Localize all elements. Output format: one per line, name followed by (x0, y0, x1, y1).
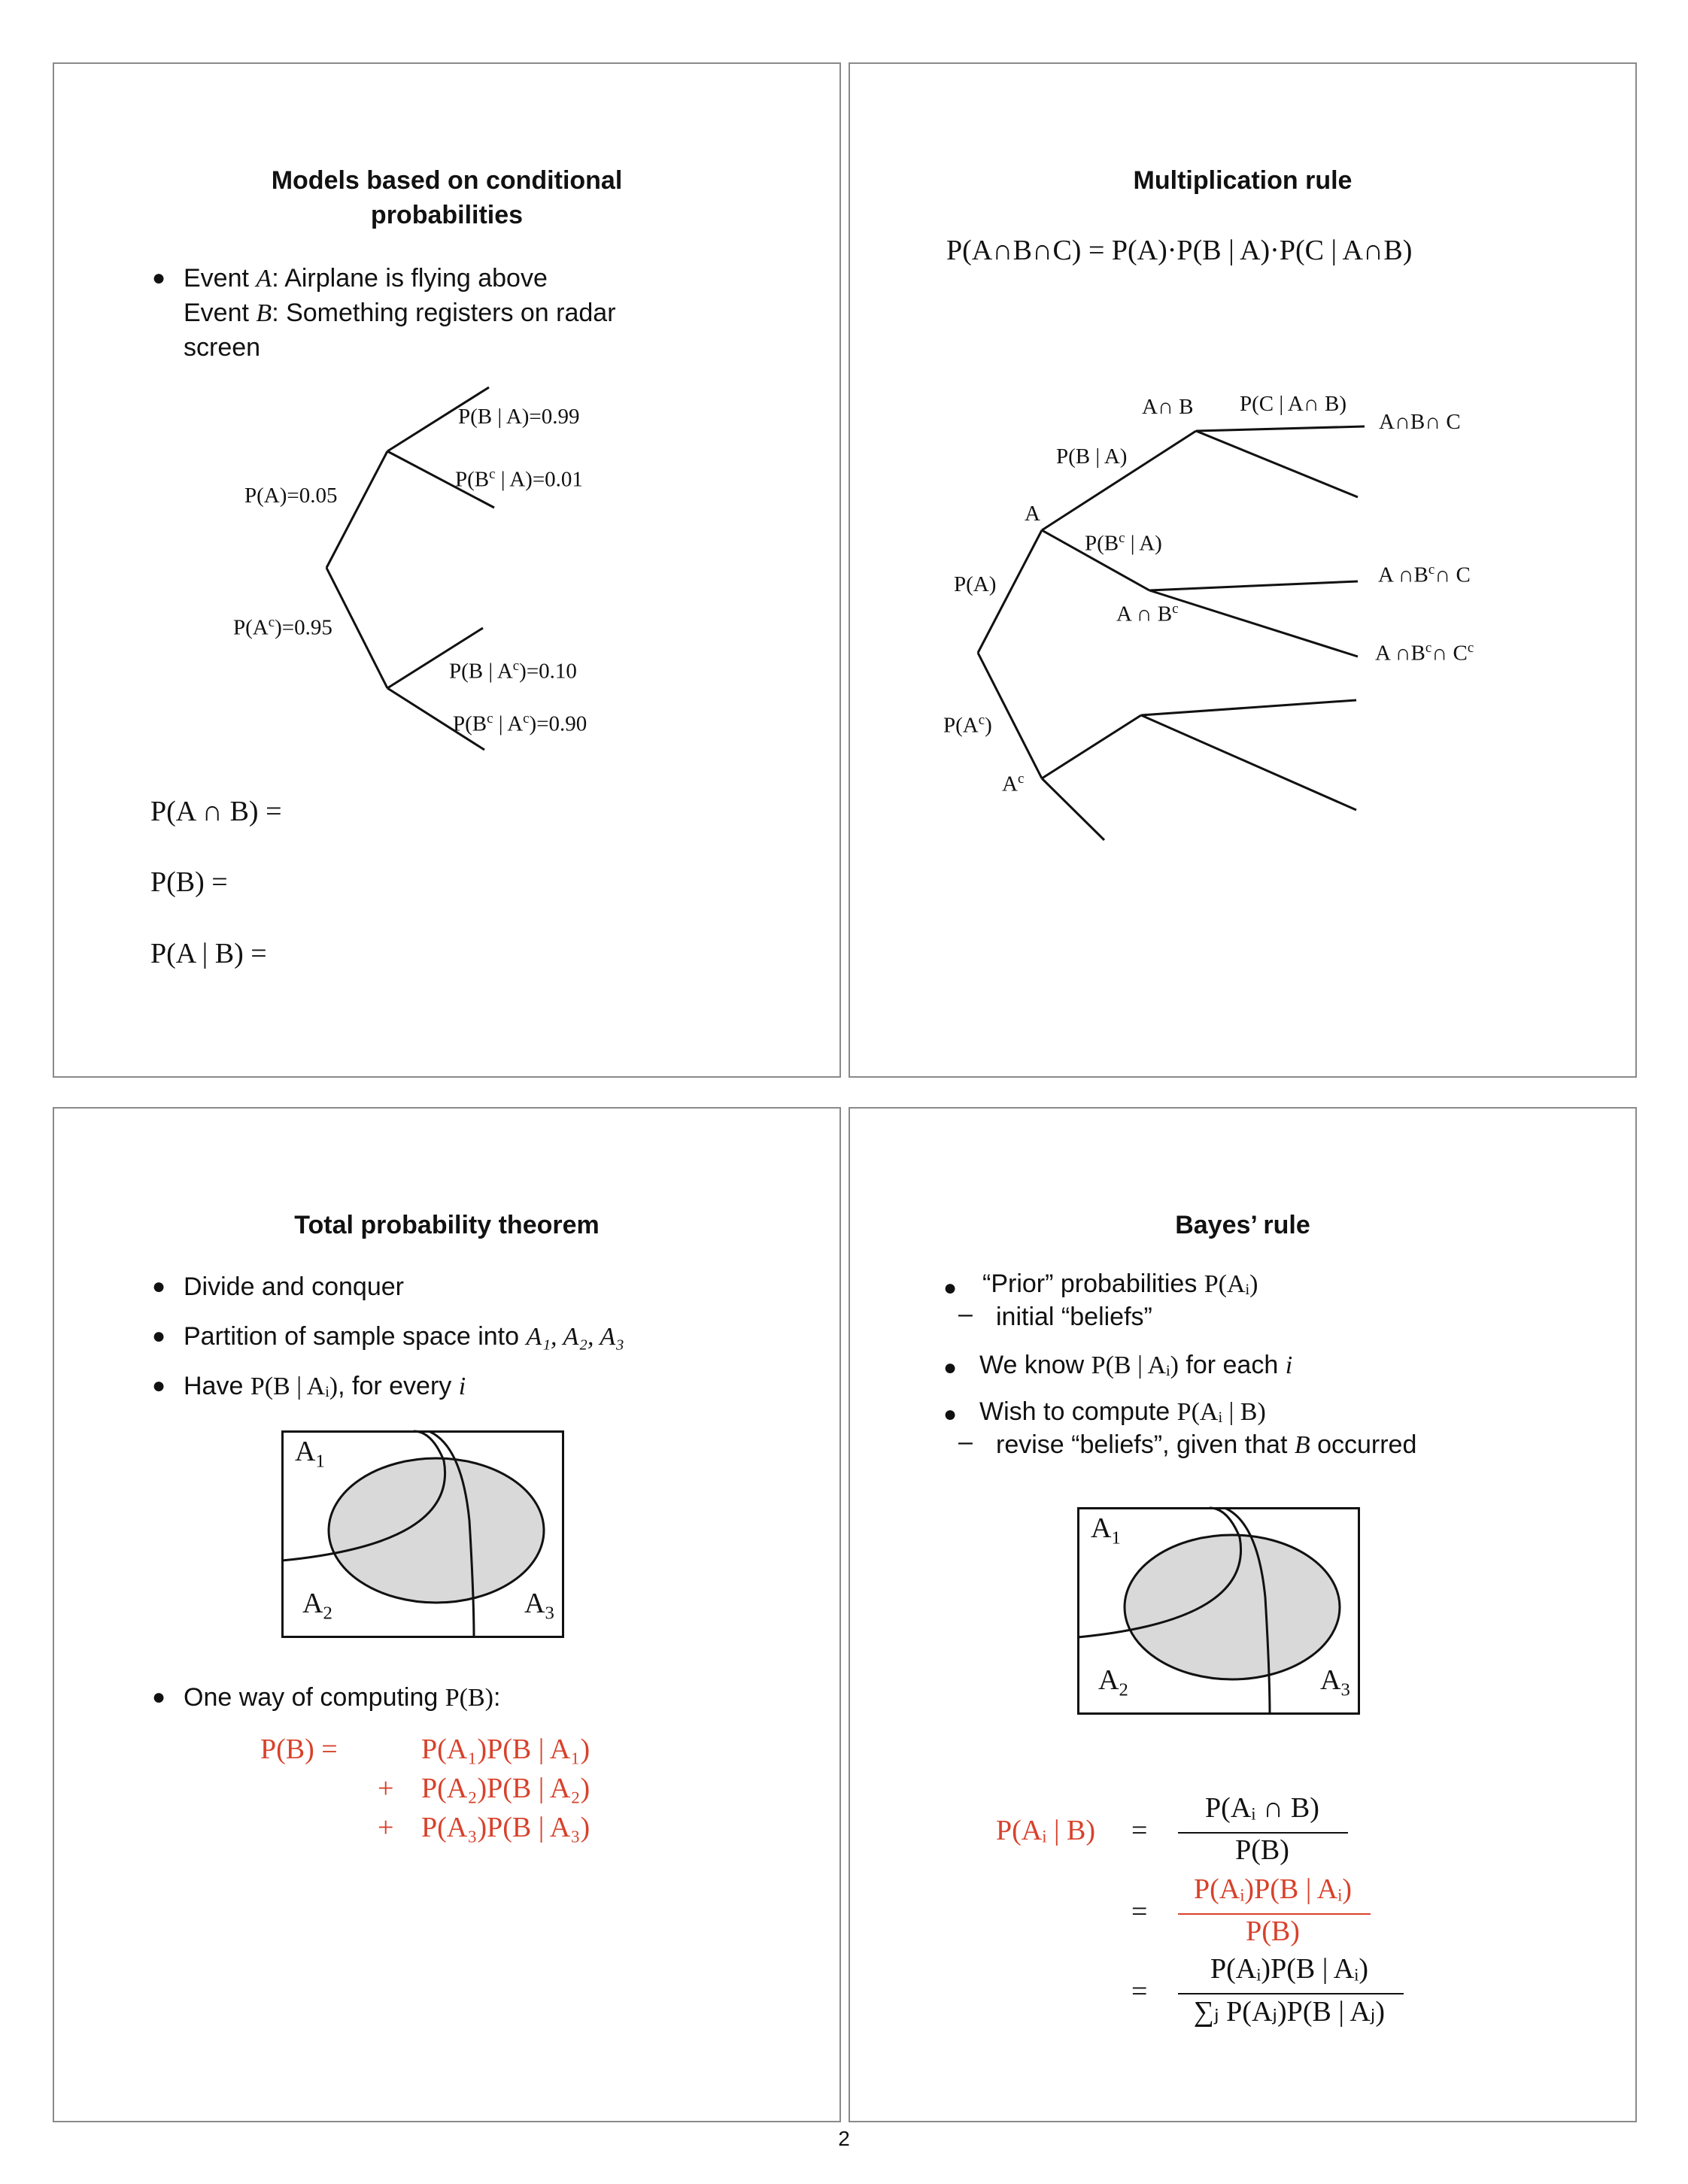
title-line-1: Models based on conditional (271, 166, 623, 195)
venn-label-a1: $A_1$ (295, 1436, 325, 1472)
venn-label-a2: $A_2$ (302, 1588, 332, 1624)
equals-sign: = (1131, 1976, 1148, 2007)
bullet-icon: ● (152, 265, 166, 290)
event-b-line: Event B: Something registers on radar (184, 299, 616, 327)
slide-total-probability (53, 1107, 841, 2122)
equals-sign: = (1131, 1896, 1148, 1928)
bullet-icon: ● (152, 1324, 166, 1348)
venn-label-a2: $A_2$ (1098, 1664, 1128, 1700)
bullet-prior: “Prior” probabilities P(Aᵢ) (982, 1269, 1258, 1298)
bullet-wish-compute: Wish to compute P(Aᵢ | B) (979, 1397, 1266, 1426)
fraction-3-denominator: ∑ⱼ P(Aⱼ)P(B | Aⱼ) (1193, 1996, 1386, 2028)
bullet-divide-conquer: Divide and conquer (184, 1272, 404, 1301)
bullet-have-conditionals: Have P(B | Aᵢ), for every i (184, 1372, 466, 1400)
dash-icon: – (958, 1427, 973, 1456)
event-b-continued: screen (184, 333, 261, 362)
equals-sign: = (1131, 1815, 1148, 1846)
bullet-compute-pb: One way of computing P(B): (184, 1683, 501, 1712)
label-p-ac: $P(A^c)=0.95$ (233, 614, 332, 640)
sub-revise-beliefs: revise “beliefs”, given that B occurred (996, 1430, 1417, 1459)
label-a-bc-c: A $\cap B^c\cap$ C (1378, 562, 1471, 587)
label-ac: $A^c$ (1002, 771, 1025, 796)
bayes-lhs: P(Aᵢ | B) (996, 1815, 1096, 1846)
venn-label-a3: $A_3$ (1320, 1664, 1350, 1700)
label-a: A (1025, 502, 1040, 526)
label-p-c-given-ab: P(C | A∩ B) (1240, 392, 1346, 416)
label-p-a: P(A)=0.05 (244, 484, 338, 508)
label-a-and-bc: A ∩ $B^c$ (1116, 601, 1179, 626)
total-prob-term-2: P(A₂)P(B | A₂) (421, 1773, 590, 1804)
title-line-2: probabilities (370, 201, 524, 229)
slide-title: Multiplication rule (1133, 166, 1353, 195)
bullet-partition: Partition of sample space into A₁, A₂, A₃ (184, 1322, 625, 1351)
fraction-1-denominator: P(B) (1235, 1834, 1289, 1866)
equation-p-a-and-b: P(A ∩ B) = (150, 796, 282, 827)
multiplication-formula: P(A∩B∩C) = P(A)·P(B | A)·P(C | A∩B) (946, 235, 1413, 266)
label-p-b-given-a: P(B | A) (1056, 444, 1128, 469)
bullet-icon: ● (152, 1373, 166, 1398)
equation-p-a-given-b: P(A | B) = (150, 938, 267, 969)
slide-title: Total probability theorem (294, 1211, 600, 1239)
label-p-a: P(A) (954, 572, 997, 596)
fraction-1-numerator: P(Aᵢ ∩ B) (1205, 1792, 1319, 1824)
plus-sign: + (378, 1773, 394, 1804)
bullet-icon: ● (943, 1402, 958, 1427)
bullet-we-know: We know P(B | Aᵢ) for each i (979, 1351, 1293, 1379)
equation-p-b: P(B) = (150, 866, 228, 898)
label-a-b-c: A∩B∩ C (1379, 410, 1461, 434)
label-p-bc-given-a: $P(B^c$ | A)=0.01 (455, 466, 583, 492)
slide-conditional-models (53, 62, 841, 1078)
bullet-icon: ● (152, 1685, 166, 1709)
fraction-3-numerator: P(Aᵢ)P(B | Aᵢ) (1210, 1953, 1369, 1985)
slide-title: Bayes’ rule (1175, 1211, 1310, 1239)
slide-multiplication-rule (849, 62, 1637, 1078)
multiplication-tree (850, 64, 1638, 1079)
total-prob-lhs: P(B) = (260, 1734, 338, 1765)
event-a-line: Event A: Airplane is flying above (184, 264, 548, 293)
plus-sign: + (378, 1812, 394, 1843)
label-a-bc-cc: A $\cap B^c\cap$ $C^c$ (1375, 640, 1474, 666)
total-prob-term-1: P(A₁)P(B | A₁) (421, 1734, 590, 1765)
sub-initial-beliefs: initial “beliefs” (996, 1303, 1152, 1331)
bullet-icon: ● (943, 1355, 958, 1380)
slide-bayes-rule (849, 1107, 1637, 2122)
bullet-icon: ● (943, 1276, 958, 1300)
fraction-2-denominator: P(B) (1246, 1916, 1300, 1947)
dash-icon: – (958, 1300, 973, 1328)
venn-label-a1: $A_1$ (1091, 1512, 1121, 1549)
label-p-bc-given-a: $P(B^c$ | A) (1085, 530, 1162, 556)
label-a-and-b: A∩ B (1142, 395, 1194, 419)
total-prob-term-3: P(A₃)P(B | A₃) (421, 1812, 590, 1843)
label-p-b-given-a: P(B | A)=0.99 (458, 405, 580, 429)
fraction-2-numerator: P(Aᵢ)P(B | Aᵢ) (1193, 1873, 1353, 1905)
probability-tree (54, 64, 842, 1079)
page-number: 2 (838, 2127, 850, 2150)
venn-label-a3: $A_3$ (524, 1588, 554, 1624)
bullet-icon: ● (152, 1274, 166, 1299)
label-p-bc-given-ac: $P(B^c$ | $A^c)=0.90$ (453, 711, 587, 736)
label-p-b-given-ac: P(B | $A^c)=0.10$ (449, 658, 577, 684)
label-p-ac: $P(A^c)$ (943, 712, 992, 738)
